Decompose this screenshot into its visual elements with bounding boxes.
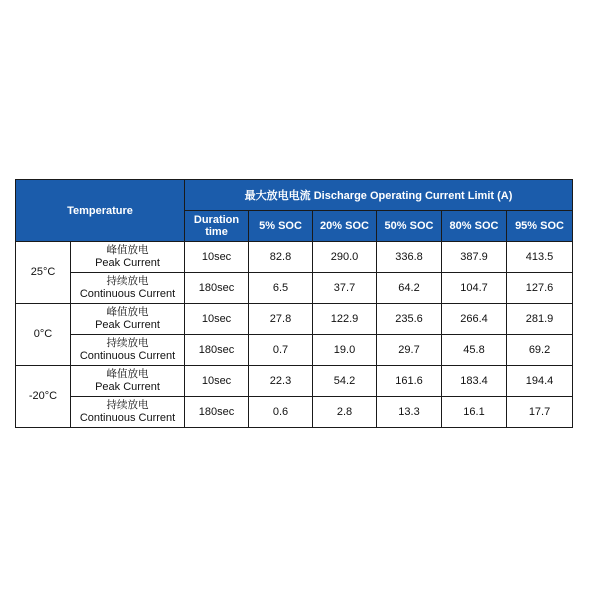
temperature-cell: 25°C bbox=[16, 242, 71, 304]
value-cell: 104.7 bbox=[442, 273, 507, 304]
value-cell: 82.8 bbox=[249, 242, 313, 273]
value-cell: 290.0 bbox=[313, 242, 377, 273]
current-type-cell bbox=[71, 242, 185, 273]
value-cell: 183.4 bbox=[442, 366, 507, 397]
temperature-header: Temperature bbox=[16, 180, 185, 242]
current-type-cell bbox=[71, 304, 185, 335]
value-cell: 161.6 bbox=[377, 366, 442, 397]
value-cell: 413.5 bbox=[507, 242, 573, 273]
current-type-zh: 峰值放电 bbox=[106, 244, 149, 256]
table-row bbox=[16, 335, 573, 366]
value-cell: 0.6 bbox=[249, 397, 313, 428]
soc-header: 50% SOC bbox=[377, 211, 442, 242]
current-type-en: Peak Current bbox=[95, 381, 160, 393]
value-cell: 281.9 bbox=[507, 304, 573, 335]
current-type-zh: 持续放电 bbox=[106, 275, 149, 287]
table-row bbox=[16, 304, 573, 335]
value-cell: 194.4 bbox=[507, 366, 573, 397]
table-row bbox=[16, 242, 573, 273]
value-cell: 16.1 bbox=[442, 397, 507, 428]
current-type-en: Peak Current bbox=[95, 257, 160, 269]
value-cell: 29.7 bbox=[377, 335, 442, 366]
current-type-en: Continuous Current bbox=[79, 288, 176, 300]
duration-cell: 180sec bbox=[185, 273, 249, 304]
current-type-en: Continuous Current bbox=[79, 412, 176, 424]
table-row bbox=[16, 366, 573, 397]
value-cell: 235.6 bbox=[377, 304, 442, 335]
duration-cell: 10sec bbox=[185, 242, 249, 273]
value-cell: 69.2 bbox=[507, 335, 573, 366]
value-cell: 64.2 bbox=[377, 273, 442, 304]
soc-header: 5% SOC bbox=[249, 211, 313, 242]
value-cell: 17.7 bbox=[507, 397, 573, 428]
soc-header: 80% SOC bbox=[442, 211, 507, 242]
discharge-current-table-container bbox=[15, 179, 572, 428]
temperature-cell: -20°C bbox=[16, 366, 71, 428]
value-cell: 27.8 bbox=[249, 304, 313, 335]
current-type-cell bbox=[71, 366, 185, 397]
value-cell: 19.0 bbox=[313, 335, 377, 366]
value-cell: 0.7 bbox=[249, 335, 313, 366]
value-cell: 6.5 bbox=[249, 273, 313, 304]
value-cell: 336.8 bbox=[377, 242, 442, 273]
value-cell: 22.3 bbox=[249, 366, 313, 397]
current-type-zh: 峰值放电 bbox=[106, 368, 149, 380]
value-cell: 54.2 bbox=[313, 366, 377, 397]
value-cell: 266.4 bbox=[442, 304, 507, 335]
current-type-cell bbox=[71, 397, 185, 428]
duration-cell: 180sec bbox=[185, 335, 249, 366]
value-cell: 122.9 bbox=[313, 304, 377, 335]
current-type-cell bbox=[71, 335, 185, 366]
current-type-zh: 峰值放电 bbox=[106, 306, 149, 318]
current-type-en: Continuous Current bbox=[79, 350, 176, 362]
value-cell: 2.8 bbox=[313, 397, 377, 428]
soc-header: 95% SOC bbox=[507, 211, 573, 242]
duration-cell: 10sec bbox=[185, 366, 249, 397]
value-cell: 13.3 bbox=[377, 397, 442, 428]
current-type-en: Peak Current bbox=[95, 319, 160, 331]
temperature-cell: 0°C bbox=[16, 304, 71, 366]
current-type-zh: 持续放电 bbox=[106, 337, 149, 349]
duration-cell: 180sec bbox=[185, 397, 249, 428]
table-row bbox=[16, 273, 573, 304]
duration-cell: 10sec bbox=[185, 304, 249, 335]
discharge-current-table bbox=[15, 179, 573, 428]
soc-header: 20% SOC bbox=[313, 211, 377, 242]
header-row-top bbox=[16, 180, 573, 211]
current-type-zh: 持续放电 bbox=[106, 399, 149, 411]
table-row bbox=[16, 397, 573, 428]
value-cell: 45.8 bbox=[442, 335, 507, 366]
value-cell: 387.9 bbox=[442, 242, 507, 273]
duration-header: Duration time bbox=[185, 211, 249, 242]
table-title: 最大放电电流 Discharge Operating Current Limit (A) bbox=[185, 180, 573, 211]
value-cell: 37.7 bbox=[313, 273, 377, 304]
value-cell: 127.6 bbox=[507, 273, 573, 304]
current-type-cell bbox=[71, 273, 185, 304]
